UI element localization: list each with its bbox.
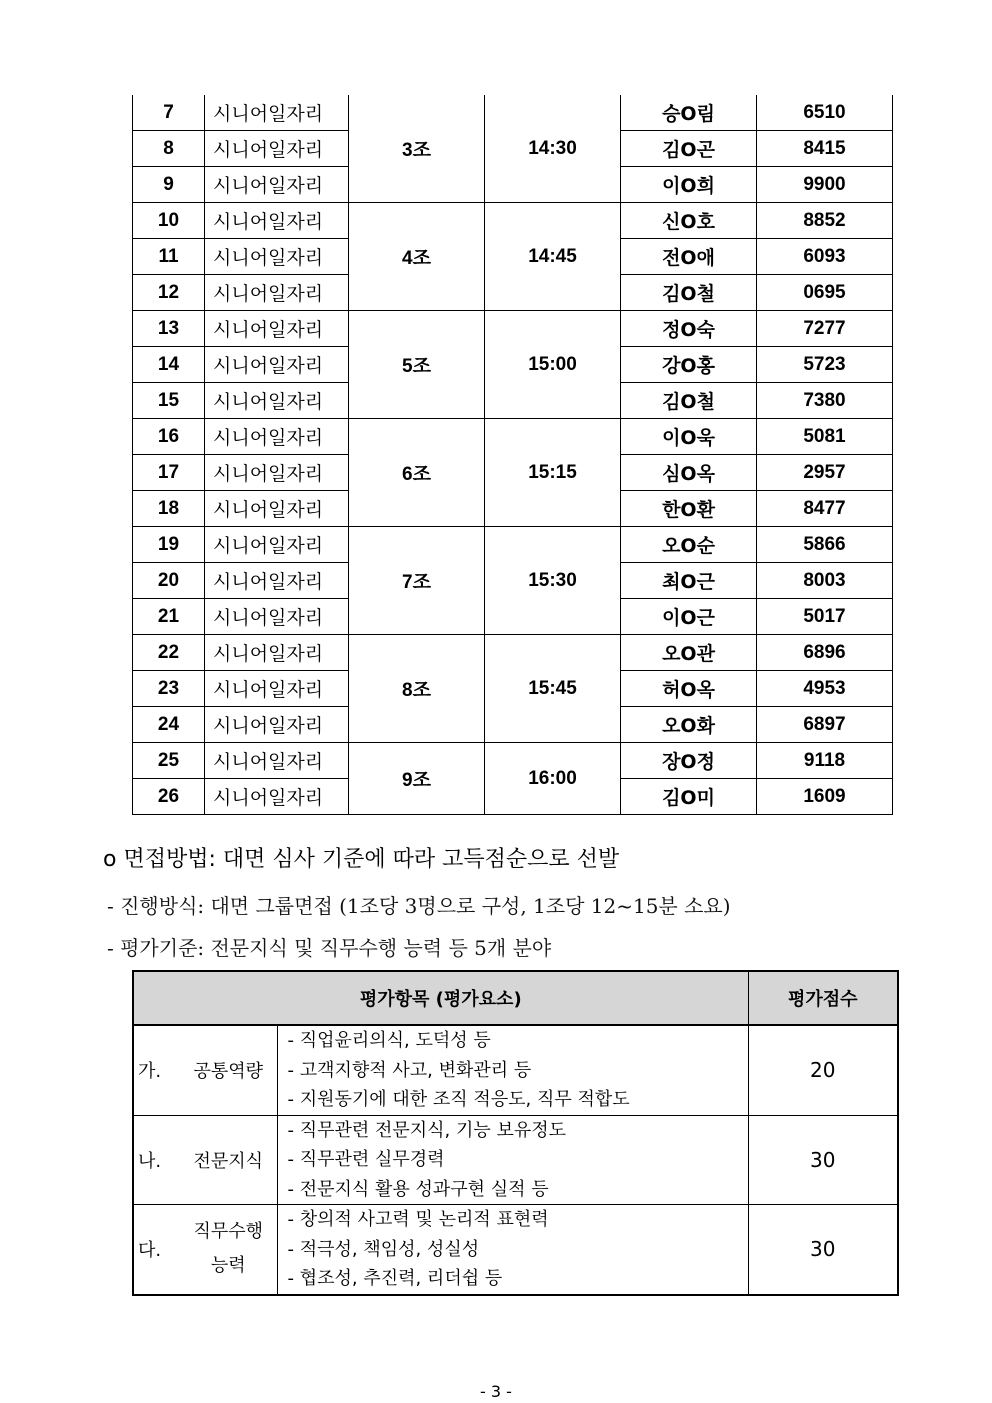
applicant-name: 오O관 bbox=[621, 635, 757, 671]
applicant-number: 6897 bbox=[757, 707, 893, 743]
row-number: 17 bbox=[133, 455, 205, 491]
applicant-number: 8415 bbox=[757, 131, 893, 167]
method-bullet-criteria: - 평가기준: 전문지식 및 직무수행 능력 등 5개 분야 bbox=[107, 936, 552, 960]
applicant-number: 6093 bbox=[757, 239, 893, 275]
evaluation-element: - 직무관련 실무경력 bbox=[287, 1149, 445, 1170]
applicant-number: 5723 bbox=[757, 347, 893, 383]
evaluation-score: 20 bbox=[748, 1025, 898, 1115]
row-category: 시니어일자리 bbox=[205, 635, 349, 671]
row-category: 시니어일자리 bbox=[205, 167, 349, 203]
applicant-number: 2957 bbox=[757, 455, 893, 491]
applicant-name: 김O미 bbox=[621, 779, 757, 815]
evaluation-element: - 직무관련 전문지식, 기능 보유정도 bbox=[287, 1119, 567, 1141]
applicant-name: 이O근 bbox=[621, 599, 757, 635]
applicant-number: 5081 bbox=[757, 419, 893, 455]
row-category: 시니어일자리 bbox=[205, 383, 349, 419]
applicant-number: 5866 bbox=[757, 527, 893, 563]
applicant-name: 오O화 bbox=[621, 707, 757, 743]
row-category: 시니어일자리 bbox=[205, 455, 349, 491]
group-label: 5조 bbox=[349, 311, 485, 419]
evaluation-element: - 적극성, 책임성, 성실성 bbox=[287, 1238, 480, 1260]
category-label: 직무수행 능력 bbox=[193, 1221, 264, 1277]
evaluation-score: 30 bbox=[748, 1205, 898, 1295]
applicant-number: 9118 bbox=[757, 743, 893, 779]
category-letter: 나. bbox=[138, 1150, 162, 1172]
row-number: 15 bbox=[133, 383, 205, 419]
applicant-number: 8852 bbox=[757, 203, 893, 239]
evaluation-header-row bbox=[133, 971, 898, 1025]
applicant-name: 강O홍 bbox=[621, 347, 757, 383]
evaluation-elements bbox=[277, 1205, 748, 1295]
evaluation-category bbox=[133, 1205, 277, 1295]
applicant-number: 8003 bbox=[757, 563, 893, 599]
applicant-number: 0695 bbox=[757, 275, 893, 311]
schedule-row bbox=[133, 527, 893, 563]
interview-method-heading: o 면접방법: 대면 심사 기준에 따라 고득점순으로 선발 bbox=[103, 847, 620, 872]
page-number: - 3 - bbox=[480, 1382, 512, 1401]
group-time: 14:45 bbox=[485, 203, 621, 311]
applicant-number: 7277 bbox=[757, 311, 893, 347]
row-category: 시니어일자리 bbox=[205, 311, 349, 347]
category-label: 공통역량 bbox=[193, 1061, 264, 1083]
row-number: 26 bbox=[133, 779, 205, 815]
evaluation-category bbox=[133, 1115, 277, 1205]
applicant-name: 오O순 bbox=[621, 527, 757, 563]
row-category: 시니어일자리 bbox=[205, 203, 349, 239]
row-category: 시니어일자리 bbox=[205, 779, 349, 815]
row-number: 13 bbox=[133, 311, 205, 347]
applicant-name: 장O정 bbox=[621, 743, 757, 779]
row-category: 시니어일자리 bbox=[205, 527, 349, 563]
row-category: 시니어일자리 bbox=[205, 599, 349, 635]
group-label: 4조 bbox=[349, 203, 485, 311]
row-category: 시니어일자리 bbox=[205, 563, 349, 599]
row-number: 16 bbox=[133, 419, 205, 455]
group-label: 3조 bbox=[349, 95, 485, 203]
evaluation-category bbox=[133, 1025, 277, 1115]
evaluation-element: - 고객지향적 사고, 변화관리 등 bbox=[287, 1059, 532, 1081]
evaluation-row bbox=[133, 1115, 898, 1205]
row-number: 21 bbox=[133, 599, 205, 635]
evaluation-table bbox=[132, 970, 899, 1296]
group-label: 8조 bbox=[349, 635, 485, 743]
group-time: 15:45 bbox=[485, 635, 621, 743]
applicant-name: 신O호 bbox=[621, 203, 757, 239]
row-number: 22 bbox=[133, 635, 205, 671]
evaluation-element: - 직업윤리의식, 도덕성 등 bbox=[287, 1030, 491, 1051]
applicant-name: 이O희 bbox=[621, 167, 757, 203]
row-number: 10 bbox=[133, 203, 205, 239]
applicant-name: 허O옥 bbox=[621, 671, 757, 707]
applicant-name: 심O옥 bbox=[621, 455, 757, 491]
applicant-name: 김O철 bbox=[621, 275, 757, 311]
row-category: 시니어일자리 bbox=[205, 95, 349, 131]
row-number: 24 bbox=[133, 707, 205, 743]
applicant-number: 7380 bbox=[757, 383, 893, 419]
header-evaluation-item: 평가항목 (평가요소) bbox=[133, 971, 748, 1025]
group-time: 15:30 bbox=[485, 527, 621, 635]
group-label: 7조 bbox=[349, 527, 485, 635]
group-label: 6조 bbox=[349, 419, 485, 527]
evaluation-row bbox=[133, 1025, 898, 1115]
row-number: 18 bbox=[133, 491, 205, 527]
row-category: 시니어일자리 bbox=[205, 671, 349, 707]
row-category: 시니어일자리 bbox=[205, 491, 349, 527]
schedule-row bbox=[133, 635, 893, 671]
row-category: 시니어일자리 bbox=[205, 419, 349, 455]
evaluation-score: 30 bbox=[748, 1115, 898, 1205]
row-number: 19 bbox=[133, 527, 205, 563]
applicant-name: 김O철 bbox=[621, 383, 757, 419]
applicant-name: 전O애 bbox=[621, 239, 757, 275]
interview-schedule-table bbox=[132, 95, 893, 815]
category-label: 전문지식 bbox=[193, 1150, 264, 1172]
row-number: 7 bbox=[133, 95, 205, 131]
row-number: 20 bbox=[133, 563, 205, 599]
applicant-number: 4953 bbox=[757, 671, 893, 707]
row-number: 8 bbox=[133, 131, 205, 167]
group-time: 16:00 bbox=[485, 743, 621, 815]
applicant-number: 6896 bbox=[757, 635, 893, 671]
evaluation-element: - 전문지식 활용 성과구현 실적 등 bbox=[287, 1178, 549, 1200]
evaluation-elements bbox=[277, 1025, 748, 1115]
category-letter: 가. bbox=[138, 1061, 162, 1083]
schedule-row bbox=[133, 95, 893, 131]
evaluation-element: - 지원동기에 대한 조직 적응도, 직무 적합도 bbox=[287, 1089, 630, 1110]
row-category: 시니어일자리 bbox=[205, 239, 349, 275]
row-number: 25 bbox=[133, 743, 205, 779]
row-category: 시니어일자리 bbox=[205, 275, 349, 311]
row-category: 시니어일자리 bbox=[205, 131, 349, 167]
applicant-number: 5017 bbox=[757, 599, 893, 635]
row-number: 14 bbox=[133, 347, 205, 383]
applicant-name: 최O근 bbox=[621, 563, 757, 599]
applicant-name: 김O곤 bbox=[621, 131, 757, 167]
row-category: 시니어일자리 bbox=[205, 743, 349, 779]
applicant-number: 1609 bbox=[757, 779, 893, 815]
applicant-number: 6510 bbox=[757, 95, 893, 131]
schedule-row bbox=[133, 743, 893, 779]
row-category: 시니어일자리 bbox=[205, 707, 349, 743]
group-time: 14:30 bbox=[485, 95, 621, 203]
group-time: 15:00 bbox=[485, 311, 621, 419]
row-number: 9 bbox=[133, 167, 205, 203]
schedule-row bbox=[133, 203, 893, 239]
header-evaluation-score: 평가점수 bbox=[748, 971, 898, 1025]
schedule-row bbox=[133, 419, 893, 455]
row-number: 12 bbox=[133, 275, 205, 311]
row-number: 23 bbox=[133, 671, 205, 707]
applicant-number: 9900 bbox=[757, 167, 893, 203]
applicant-name: 정O숙 bbox=[621, 311, 757, 347]
applicant-name: 이O욱 bbox=[621, 419, 757, 455]
group-label: 9조 bbox=[349, 743, 485, 815]
group-time: 15:15 bbox=[485, 419, 621, 527]
evaluation-element: - 창의적 사고력 및 논리적 표현력 bbox=[287, 1209, 549, 1230]
evaluation-element: - 협조성, 추진력, 리더쉽 등 bbox=[287, 1268, 503, 1289]
schedule-row bbox=[133, 311, 893, 347]
applicant-name: 한O환 bbox=[621, 491, 757, 527]
evaluation-row bbox=[133, 1205, 898, 1295]
row-category: 시니어일자리 bbox=[205, 347, 349, 383]
evaluation-elements bbox=[277, 1115, 748, 1205]
category-letter: 다. bbox=[138, 1240, 162, 1262]
applicant-number: 8477 bbox=[757, 491, 893, 527]
applicant-name: 승O림 bbox=[621, 95, 757, 131]
row-number: 11 bbox=[133, 239, 205, 275]
method-bullet-process: - 진행방식: 대면 그룹면접 (1조당 3명으로 구성, 1조당 12~15분 소요) bbox=[107, 894, 731, 918]
